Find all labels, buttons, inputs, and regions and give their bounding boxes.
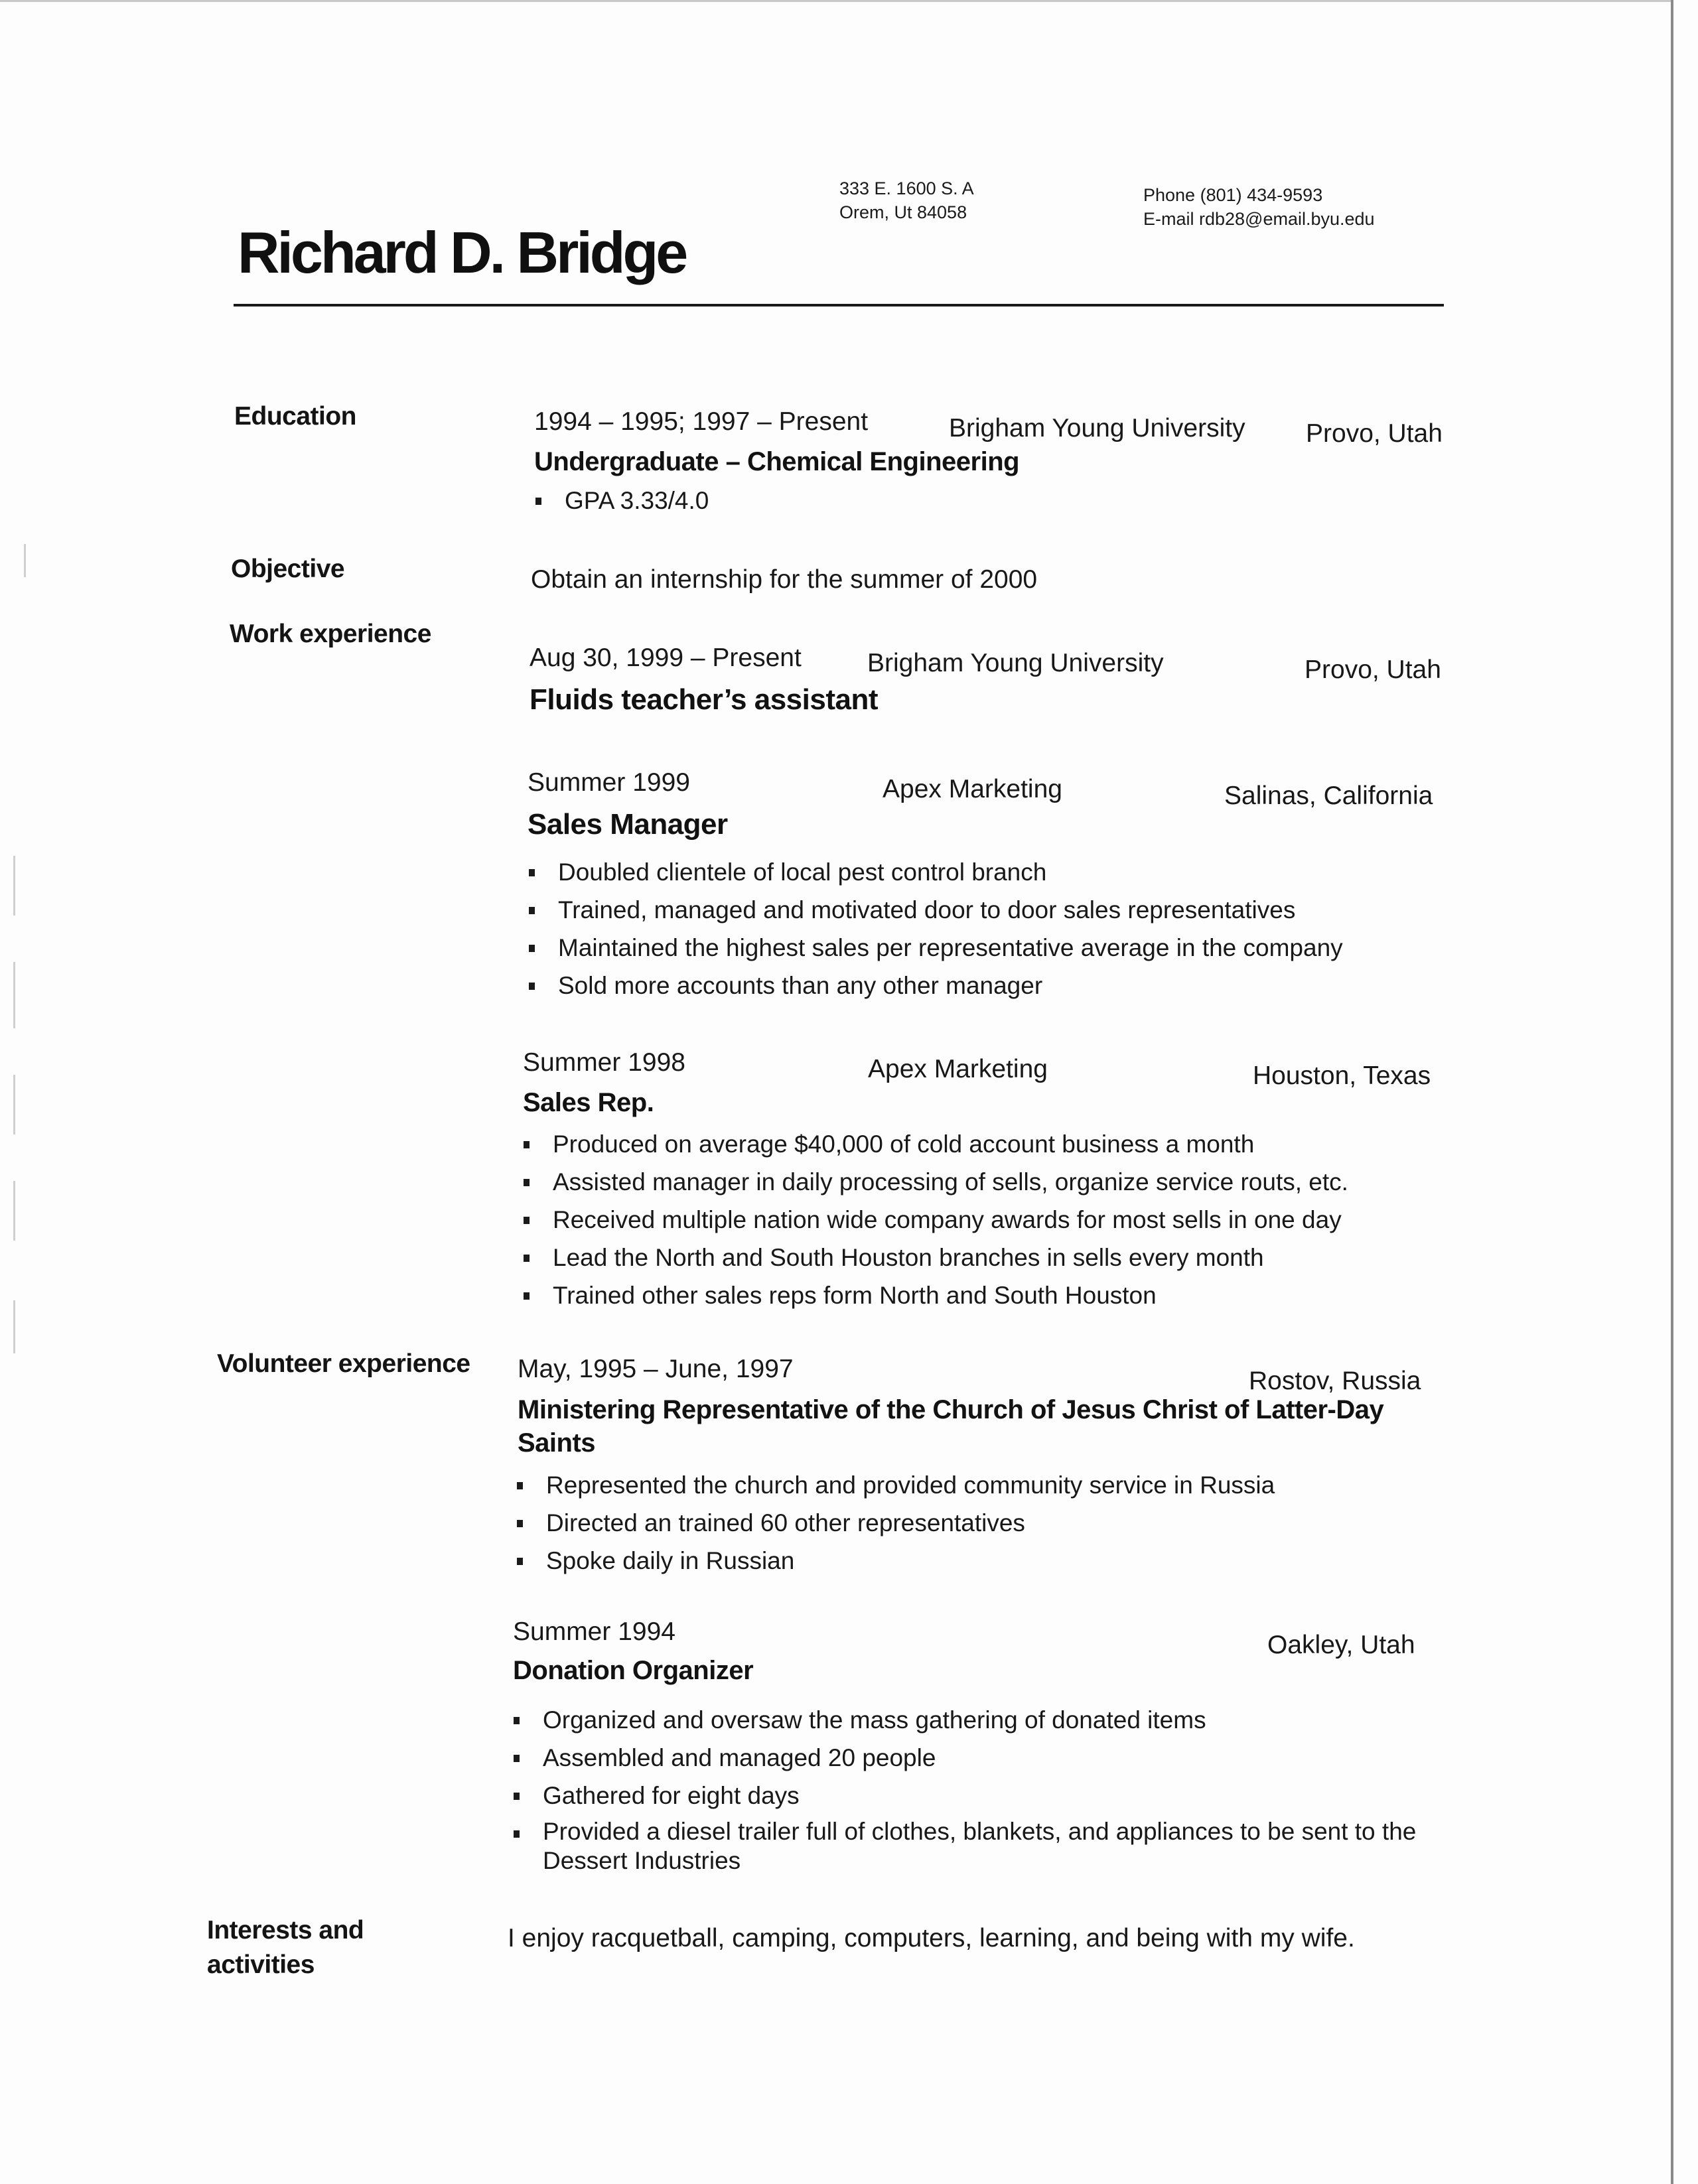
address <box>839 176 974 224</box>
job-2-title: Sales Manager <box>528 808 728 841</box>
list-item: Assisted manager in daily processing of sells, organize service routs, etc. <box>521 1166 1348 1203</box>
scan-mark <box>13 856 15 916</box>
volunteer-1-dates: May, 1995 – June, 1997 <box>518 1355 794 1383</box>
volunteer-2-bullets <box>511 1704 1472 1876</box>
list-item: GPA 3.33/4.0 <box>533 484 709 522</box>
education-dates: 1994 – 1995; 1997 – Present <box>534 407 869 436</box>
list-item: Directed an trained 60 other representatives <box>514 1507 1275 1544</box>
interests-text: I enjoy racquetball, camping, computers, learning, and being with my wife. <box>508 1924 1355 1952</box>
volunteer-2-dates: Summer 1994 <box>513 1617 675 1646</box>
education-school: Brigham Young University <box>949 414 1245 443</box>
volunteer-1-location: Rostov, Russia <box>1249 1367 1421 1395</box>
scan-top-edge <box>0 0 1671 2</box>
list-item: Trained, managed and motivated door to door sales representatives <box>526 894 1343 931</box>
education-bullets <box>533 484 709 522</box>
list-item: Received multiple nation wide company awards for most sells in one day <box>521 1203 1348 1241</box>
header-divider <box>234 304 1444 307</box>
job-1-dates: Aug 30, 1999 – Present <box>530 644 802 672</box>
scan-mark <box>13 1075 15 1134</box>
list-item: Provided a diesel trailer full of clothes, blankets, and appliances to be sent to the Dessert Industries <box>511 1817 1472 1876</box>
list-item: Trained other sales reps form North and South Houston <box>521 1279 1348 1317</box>
objective-text: Obtain an internship for the summer of 2000 <box>531 565 1038 594</box>
section-label-volunteer-experience: Volunteer experience <box>217 1349 470 1378</box>
scan-right-edge <box>1671 0 1673 2184</box>
list-item: Assembled and managed 20 people <box>511 1741 1472 1779</box>
job-2-bullets <box>526 856 1343 1007</box>
list-item: Represented the church and provided community service in Russia <box>514 1469 1275 1507</box>
job-2-dates: Summer 1999 <box>528 768 690 797</box>
list-item: Produced on average $40,000 of cold account business a month <box>521 1128 1348 1166</box>
job-3-org: Apex Marketing <box>868 1055 1048 1083</box>
list-item: Organized and oversaw the mass gathering of donated items <box>511 1704 1472 1741</box>
section-label-objective: Objective <box>231 555 345 583</box>
list-item: Maintained the highest sales per representative average in the company <box>526 931 1343 969</box>
list-item: Lead the North and South Houston branches in sells every month <box>521 1241 1348 1279</box>
education-location: Provo, Utah <box>1306 419 1443 448</box>
scan-mark <box>13 1181 15 1241</box>
volunteer-2-location: Oakley, Utah <box>1267 1631 1415 1659</box>
list-item: Sold more accounts than any other manager <box>526 969 1343 1007</box>
address-line-2: Orem, Ut 84058 <box>839 202 967 222</box>
interests-label-line-2: activities <box>207 1950 315 1979</box>
job-3-dates: Summer 1998 <box>523 1048 685 1077</box>
scan-mark <box>13 962 15 1028</box>
contact-info <box>1143 183 1375 231</box>
email: E-mail rdb28@email.byu.edu <box>1143 209 1375 229</box>
job-1-org: Brigham Young University <box>867 649 1164 677</box>
job-2-location: Salinas, California <box>1224 782 1433 810</box>
interests-label-line-1: Interests and <box>207 1916 364 1945</box>
list-item: Gathered for eight days <box>511 1779 1472 1817</box>
scan-mark <box>13 1300 15 1353</box>
volunteer-2-title: Donation Organizer <box>513 1656 754 1685</box>
job-1-title: Fluids teacher’s assistant <box>530 683 878 716</box>
section-label-education: Education <box>234 402 357 431</box>
job-3-location: Houston, Texas <box>1253 1061 1431 1090</box>
education-title: Undergraduate – Chemical Engineering <box>534 447 1020 476</box>
candidate-name: Richard D. Bridge <box>238 220 686 285</box>
address-line-1: 333 E. 1600 S. A <box>839 178 974 198</box>
volunteer-1-title: Ministering Representative of the Church of Jesus Christ of Latter-Day Saints <box>518 1395 1384 1458</box>
job-2-org: Apex Marketing <box>883 775 1062 803</box>
scan-mark <box>24 544 26 577</box>
job-1-location: Provo, Utah <box>1305 655 1441 684</box>
list-item: Spoke daily in Russian <box>514 1544 1275 1582</box>
section-label-interests <box>207 1913 364 1982</box>
list-item: Doubled clientele of local pest control branch <box>526 856 1343 894</box>
job-3-title: Sales Rep. <box>523 1088 654 1117</box>
volunteer-1-bullets <box>514 1469 1275 1582</box>
section-label-work-experience: Work experience <box>230 620 431 648</box>
job-3-bullets <box>521 1128 1348 1317</box>
phone: Phone (801) 434-9593 <box>1143 185 1323 205</box>
